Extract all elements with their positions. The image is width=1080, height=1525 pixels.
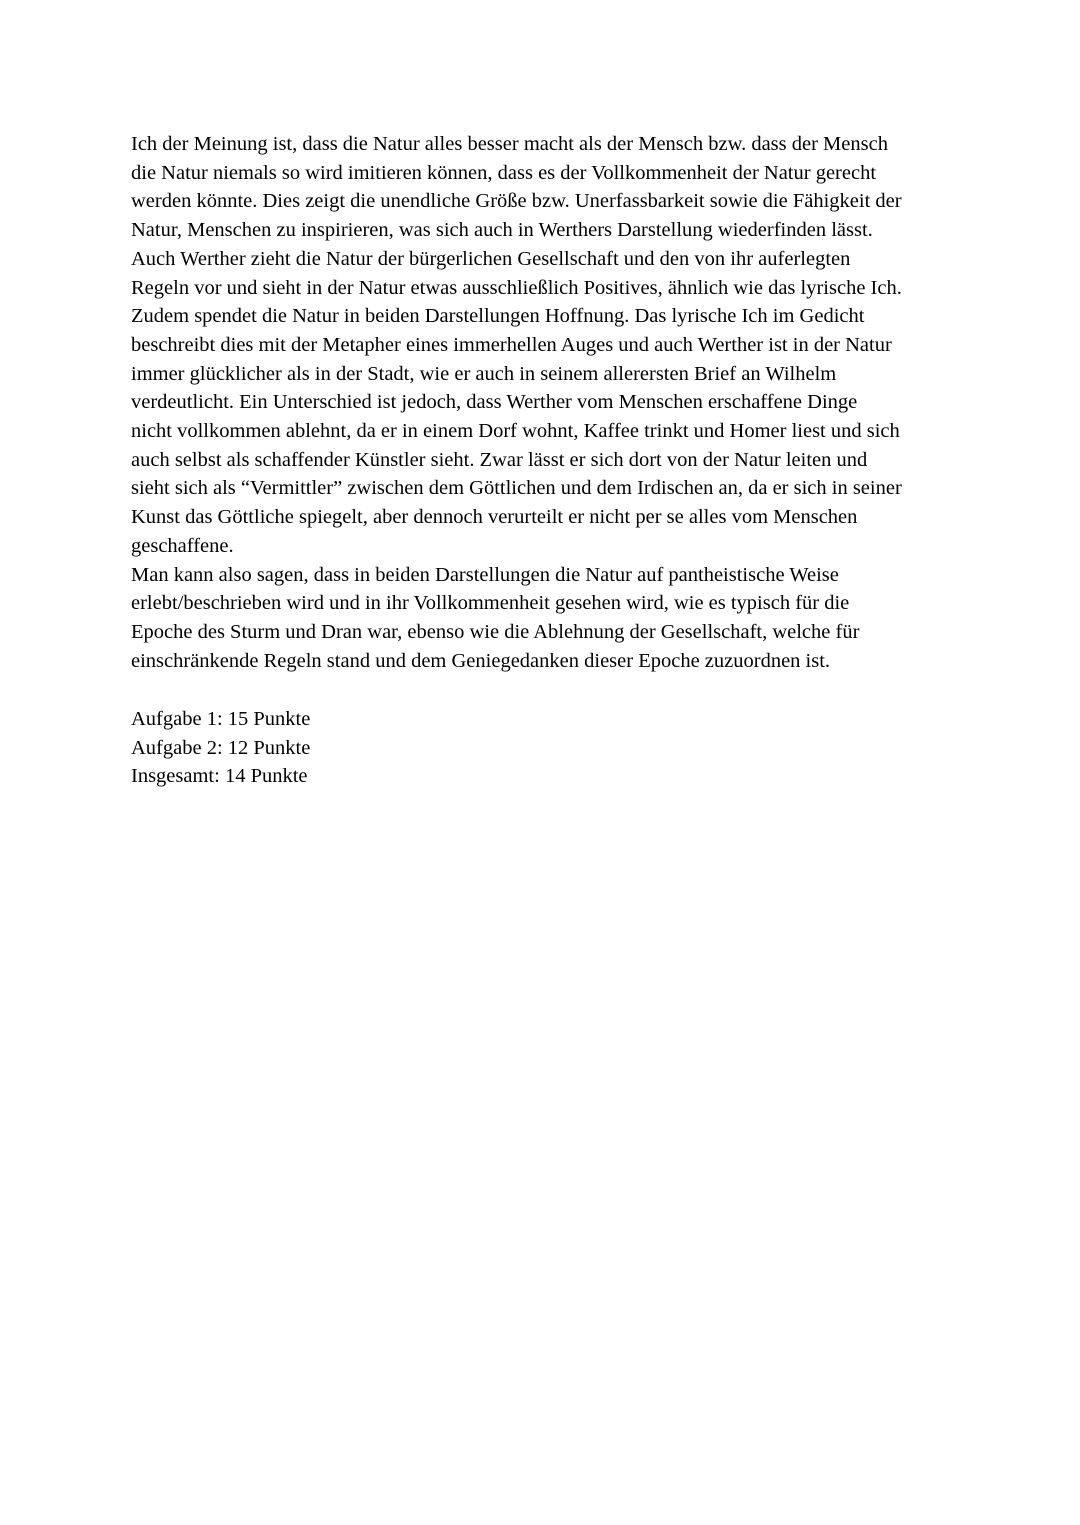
text-line: Kunst das Göttliche spiegelt, aber dennoch verurteilt er nicht per se alles vom Menschen — [131, 506, 858, 529]
text-line: nicht vollkommen ablehnt, da er in einem Dorf wohnt, Kaffee trinkt und Homer liest und sich — [131, 420, 900, 443]
text-line: immer glücklicher als in der Stadt, wie er auch in seinem allerersten Brief an Wilhelm — [131, 362, 837, 385]
score-task-1: Aufgabe 1: 15 Punkte — [131, 708, 311, 730]
text-line: werden könnte. Dies zeigt die unendliche Größe bzw. Unerfassbarkeit sowie die Fähigkeit der — [131, 190, 902, 213]
text-line: Zudem spendet die Natur in beiden Darstellungen Hoffnung. Das lyrische Ich im Gedicht — [131, 305, 865, 328]
text-line: Auch Werther zieht die Natur der bürgerlichen Gesellschaft und den von ihr auferlegten — [131, 247, 851, 270]
text-line: die Natur niemals so wird imitieren können, dass es der Vollkommenheit der Natur gerecht — [131, 161, 877, 184]
score-task-2: Aufgabe 2: 12 Punkte — [131, 736, 311, 759]
text-line: Man kann also sagen, dass in beiden Darstellungen die Natur auf pantheistische Weise — [131, 563, 839, 586]
score-total: Insgesamt: 14 Punkte — [131, 765, 308, 788]
text-line: auch selbst als schaffender Künstler sieht. Zwar lässt er sich dort von der Natur leiten und — [131, 448, 868, 471]
score-summary — [131, 705, 731, 791]
text-line: beschreibt dies mit der Metapher eines immerhellen Auges und auch Werther ist in der Natur — [131, 333, 892, 356]
text-line: erlebt/beschrieben wird und in ihr Vollkommenheit gesehen wird, wie es typisch für die — [131, 592, 850, 615]
text-line: sieht sich als “Vermittler” zwischen dem Göttlichen und dem Irdischen an, da er sich in seiner — [131, 477, 902, 500]
text-line: Regeln vor und sieht in der Natur etwas ausschließlich Positives, ähnlich wie das lyrische Ich. — [131, 276, 902, 299]
text-line: einschränkende Regeln stand und dem Geniegedanken dieser Epoche zuzuordnen ist. — [131, 649, 831, 672]
text-line: Epoche des Sturm und Dran war, ebenso wie die Ablehnung der Gesellschaft, welche für — [131, 620, 860, 643]
text-line: verdeutlicht. Ein Unterschied ist jedoch, dass Werther vom Menschen erschaffene Dinge — [131, 391, 858, 414]
essay-text — [131, 130, 961, 675]
text-line: geschaffene. — [131, 534, 234, 557]
text-line: Natur, Menschen zu inspirieren, was sich auch in Werthers Darstellung wiederfinden lässt. — [131, 219, 873, 242]
text-line: Ich der Meinung ist, dass die Natur alles besser macht als der Mensch bzw. dass der Mensch — [131, 133, 888, 155]
